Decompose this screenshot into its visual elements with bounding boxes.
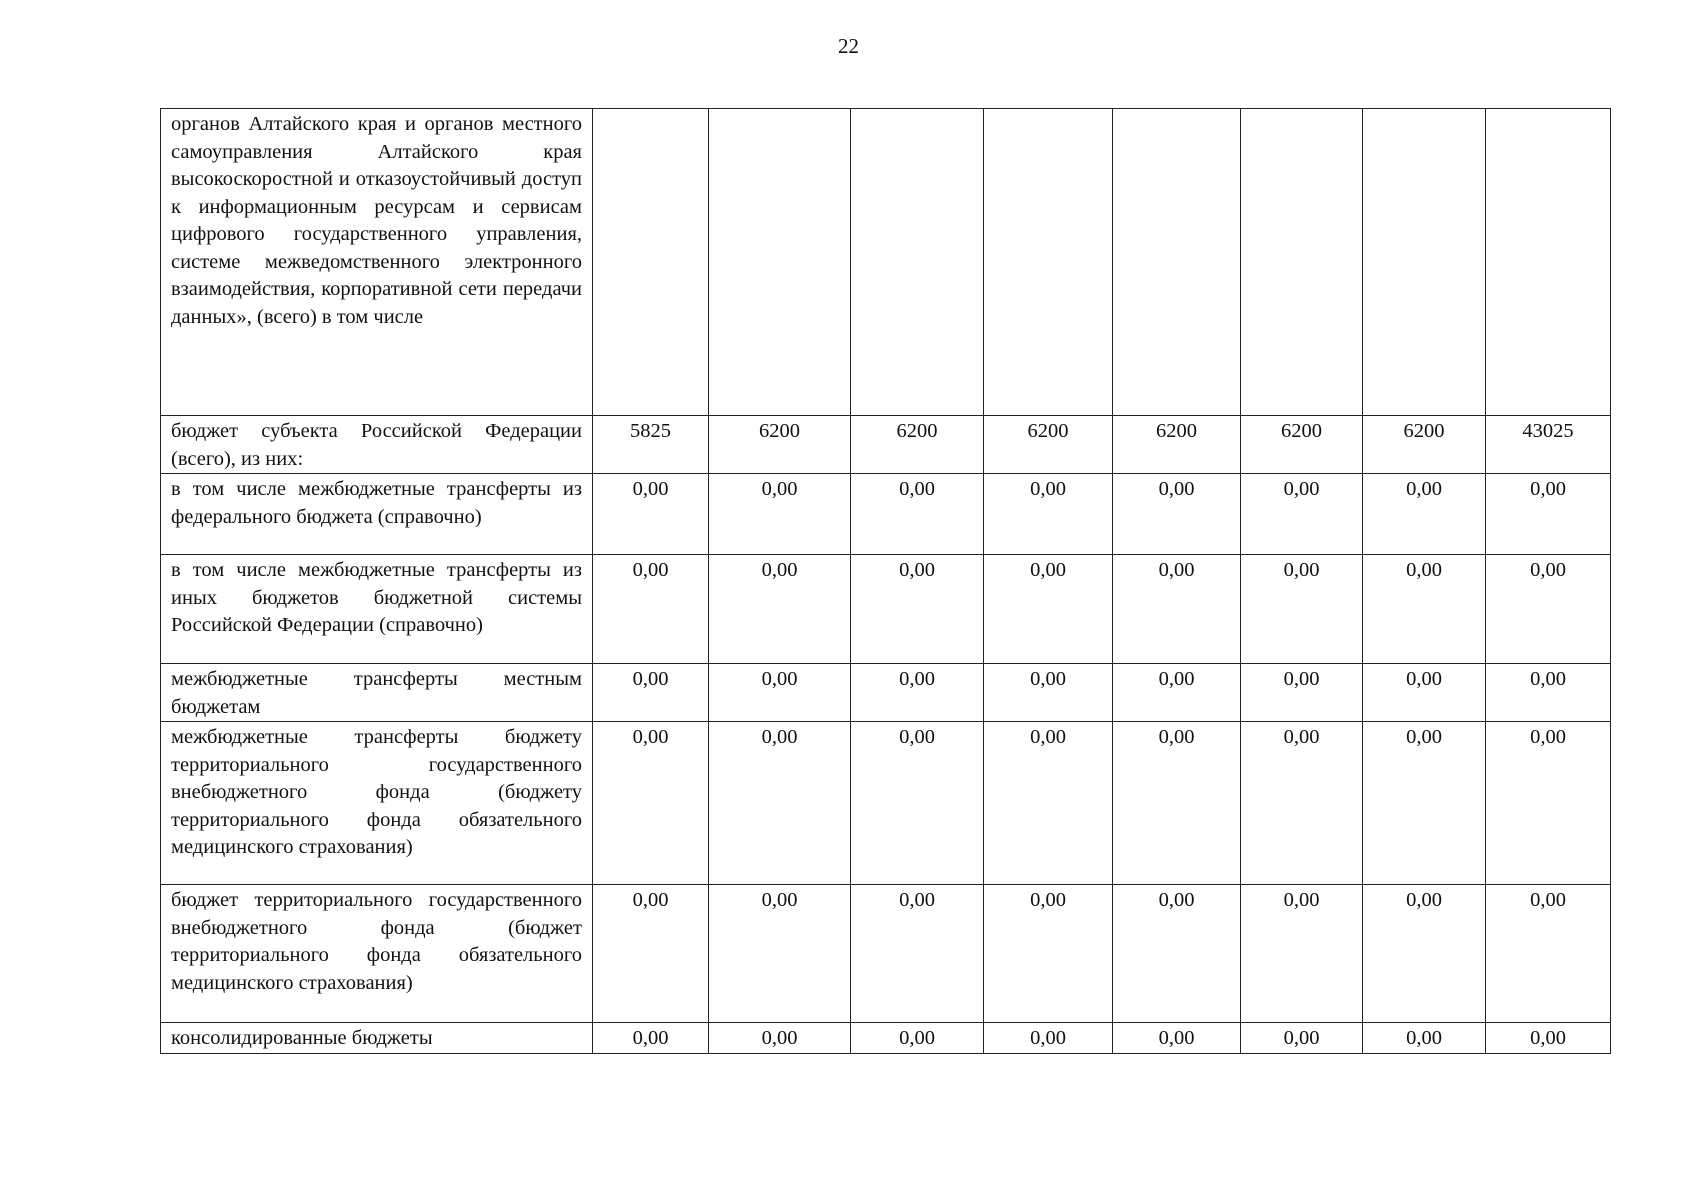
- row-label: в том числе межбюджетные трансферты из федерального бюджета (справочно): [161, 474, 593, 555]
- table-cell: 0,00: [984, 474, 1113, 555]
- table-cell: 0,00: [593, 1023, 709, 1054]
- table-cell: 0,00: [1363, 885, 1486, 1023]
- row-label: межбюджетные трансферты бюджету территориального государственного внебюджетного фонда (бюджету территориального фонда обязательного медицинского страхования): [161, 722, 593, 885]
- table-cell: 0,00: [1486, 555, 1611, 664]
- table-cell: 0,00: [1113, 474, 1241, 555]
- table-cell: 6200: [851, 416, 984, 474]
- table-cell: 0,00: [1363, 474, 1486, 555]
- table-row: [161, 885, 1611, 1023]
- table-row: [161, 722, 1611, 885]
- row-label: межбюджетные трансферты местным бюджетам: [161, 664, 593, 722]
- table-cell: 0,00: [709, 885, 851, 1023]
- table-cell: 0,00: [1363, 1023, 1486, 1054]
- table-cell: 0,00: [1241, 722, 1363, 885]
- table-cell: 0,00: [709, 664, 851, 722]
- table-cell: 0,00: [1113, 722, 1241, 885]
- row-label: консолидированные бюджеты: [161, 1023, 593, 1054]
- table-cell: 0,00: [984, 555, 1113, 664]
- table-row: [161, 474, 1611, 555]
- table-cell: 0,00: [593, 664, 709, 722]
- row-label: в том числе межбюджетные трансферты из иных бюджетов бюджетной системы Российской Федерации (справочно): [161, 555, 593, 664]
- table-cell: 43025: [1486, 416, 1611, 474]
- table-cell: 0,00: [851, 664, 984, 722]
- table-cell: 0,00: [1486, 474, 1611, 555]
- table-row: [161, 664, 1611, 722]
- table-cell: 0,00: [1241, 885, 1363, 1023]
- table-cell: 0,00: [1486, 664, 1611, 722]
- table-cell: 6200: [709, 416, 851, 474]
- table-cell: 0,00: [593, 555, 709, 664]
- table-cell: 0,00: [709, 1023, 851, 1054]
- table-cell: 0,00: [984, 664, 1113, 722]
- table-cell: 6200: [1113, 416, 1241, 474]
- table-cell: 5825: [593, 416, 709, 474]
- table-cell: 0,00: [593, 474, 709, 555]
- table-cell: 0,00: [1241, 474, 1363, 555]
- table-cell: 0,00: [984, 722, 1113, 885]
- table-cell: 0,00: [984, 1023, 1113, 1054]
- table-cell: 0,00: [1241, 1023, 1363, 1054]
- row-label: бюджет субъекта Российской Федерации (всего), из них:: [161, 416, 593, 474]
- table-row: [161, 555, 1611, 664]
- table-cell: 0,00: [1113, 885, 1241, 1023]
- table-row: [161, 416, 1611, 474]
- table-cell: [1363, 109, 1486, 416]
- table-cell: 0,00: [1241, 555, 1363, 664]
- row-label: органов Алтайского края и органов местного самоуправления Алтайского края высокоскоростной и отказоустойчивый доступ к информационным ресурсам и сервисам цифрового государственного управления, системе межведомственного электронного взаимодействия, корпоративной сети передачи данных», (всего) в том числе: [161, 109, 593, 416]
- table-cell: 0,00: [1486, 1023, 1611, 1054]
- table-cell: 0,00: [851, 885, 984, 1023]
- table-cell: 0,00: [1363, 664, 1486, 722]
- table-cell: [984, 109, 1113, 416]
- table-cell: [1113, 109, 1241, 416]
- table-cell: [1486, 109, 1611, 416]
- table-row: [161, 1023, 1611, 1054]
- table-cell: 0,00: [984, 885, 1113, 1023]
- table-cell: 0,00: [593, 722, 709, 885]
- table-cell: 6200: [1363, 416, 1486, 474]
- table-cell: [709, 109, 851, 416]
- budget-table: [160, 108, 1611, 1054]
- table-cell: [1241, 109, 1363, 416]
- table-cell: 0,00: [851, 474, 984, 555]
- table-cell: 0,00: [1241, 664, 1363, 722]
- table-cell: 0,00: [709, 555, 851, 664]
- table-cell: 0,00: [851, 722, 984, 885]
- table-cell: 0,00: [851, 555, 984, 664]
- table-cell: 0,00: [851, 1023, 984, 1054]
- table-cell: 0,00: [1113, 555, 1241, 664]
- table-cell: 0,00: [593, 885, 709, 1023]
- table-cell: 0,00: [1486, 722, 1611, 885]
- table-cell: 0,00: [1113, 1023, 1241, 1054]
- table-row: [161, 109, 1611, 416]
- table-cell: 6200: [1241, 416, 1363, 474]
- table-cell: 0,00: [1486, 885, 1611, 1023]
- table-cell: 0,00: [1113, 664, 1241, 722]
- table-cell: 0,00: [709, 722, 851, 885]
- page-number: 22: [838, 34, 859, 58]
- table-cell: 6200: [984, 416, 1113, 474]
- table-cell: [593, 109, 709, 416]
- table-cell: 0,00: [1363, 722, 1486, 885]
- table-cell: 0,00: [1363, 555, 1486, 664]
- row-label: бюджет территориального государственного внебюджетного фонда (бюджет территориального фонда обязательного медицинского страхования): [161, 885, 593, 1023]
- table-cell: [851, 109, 984, 416]
- table-cell: 0,00: [709, 474, 851, 555]
